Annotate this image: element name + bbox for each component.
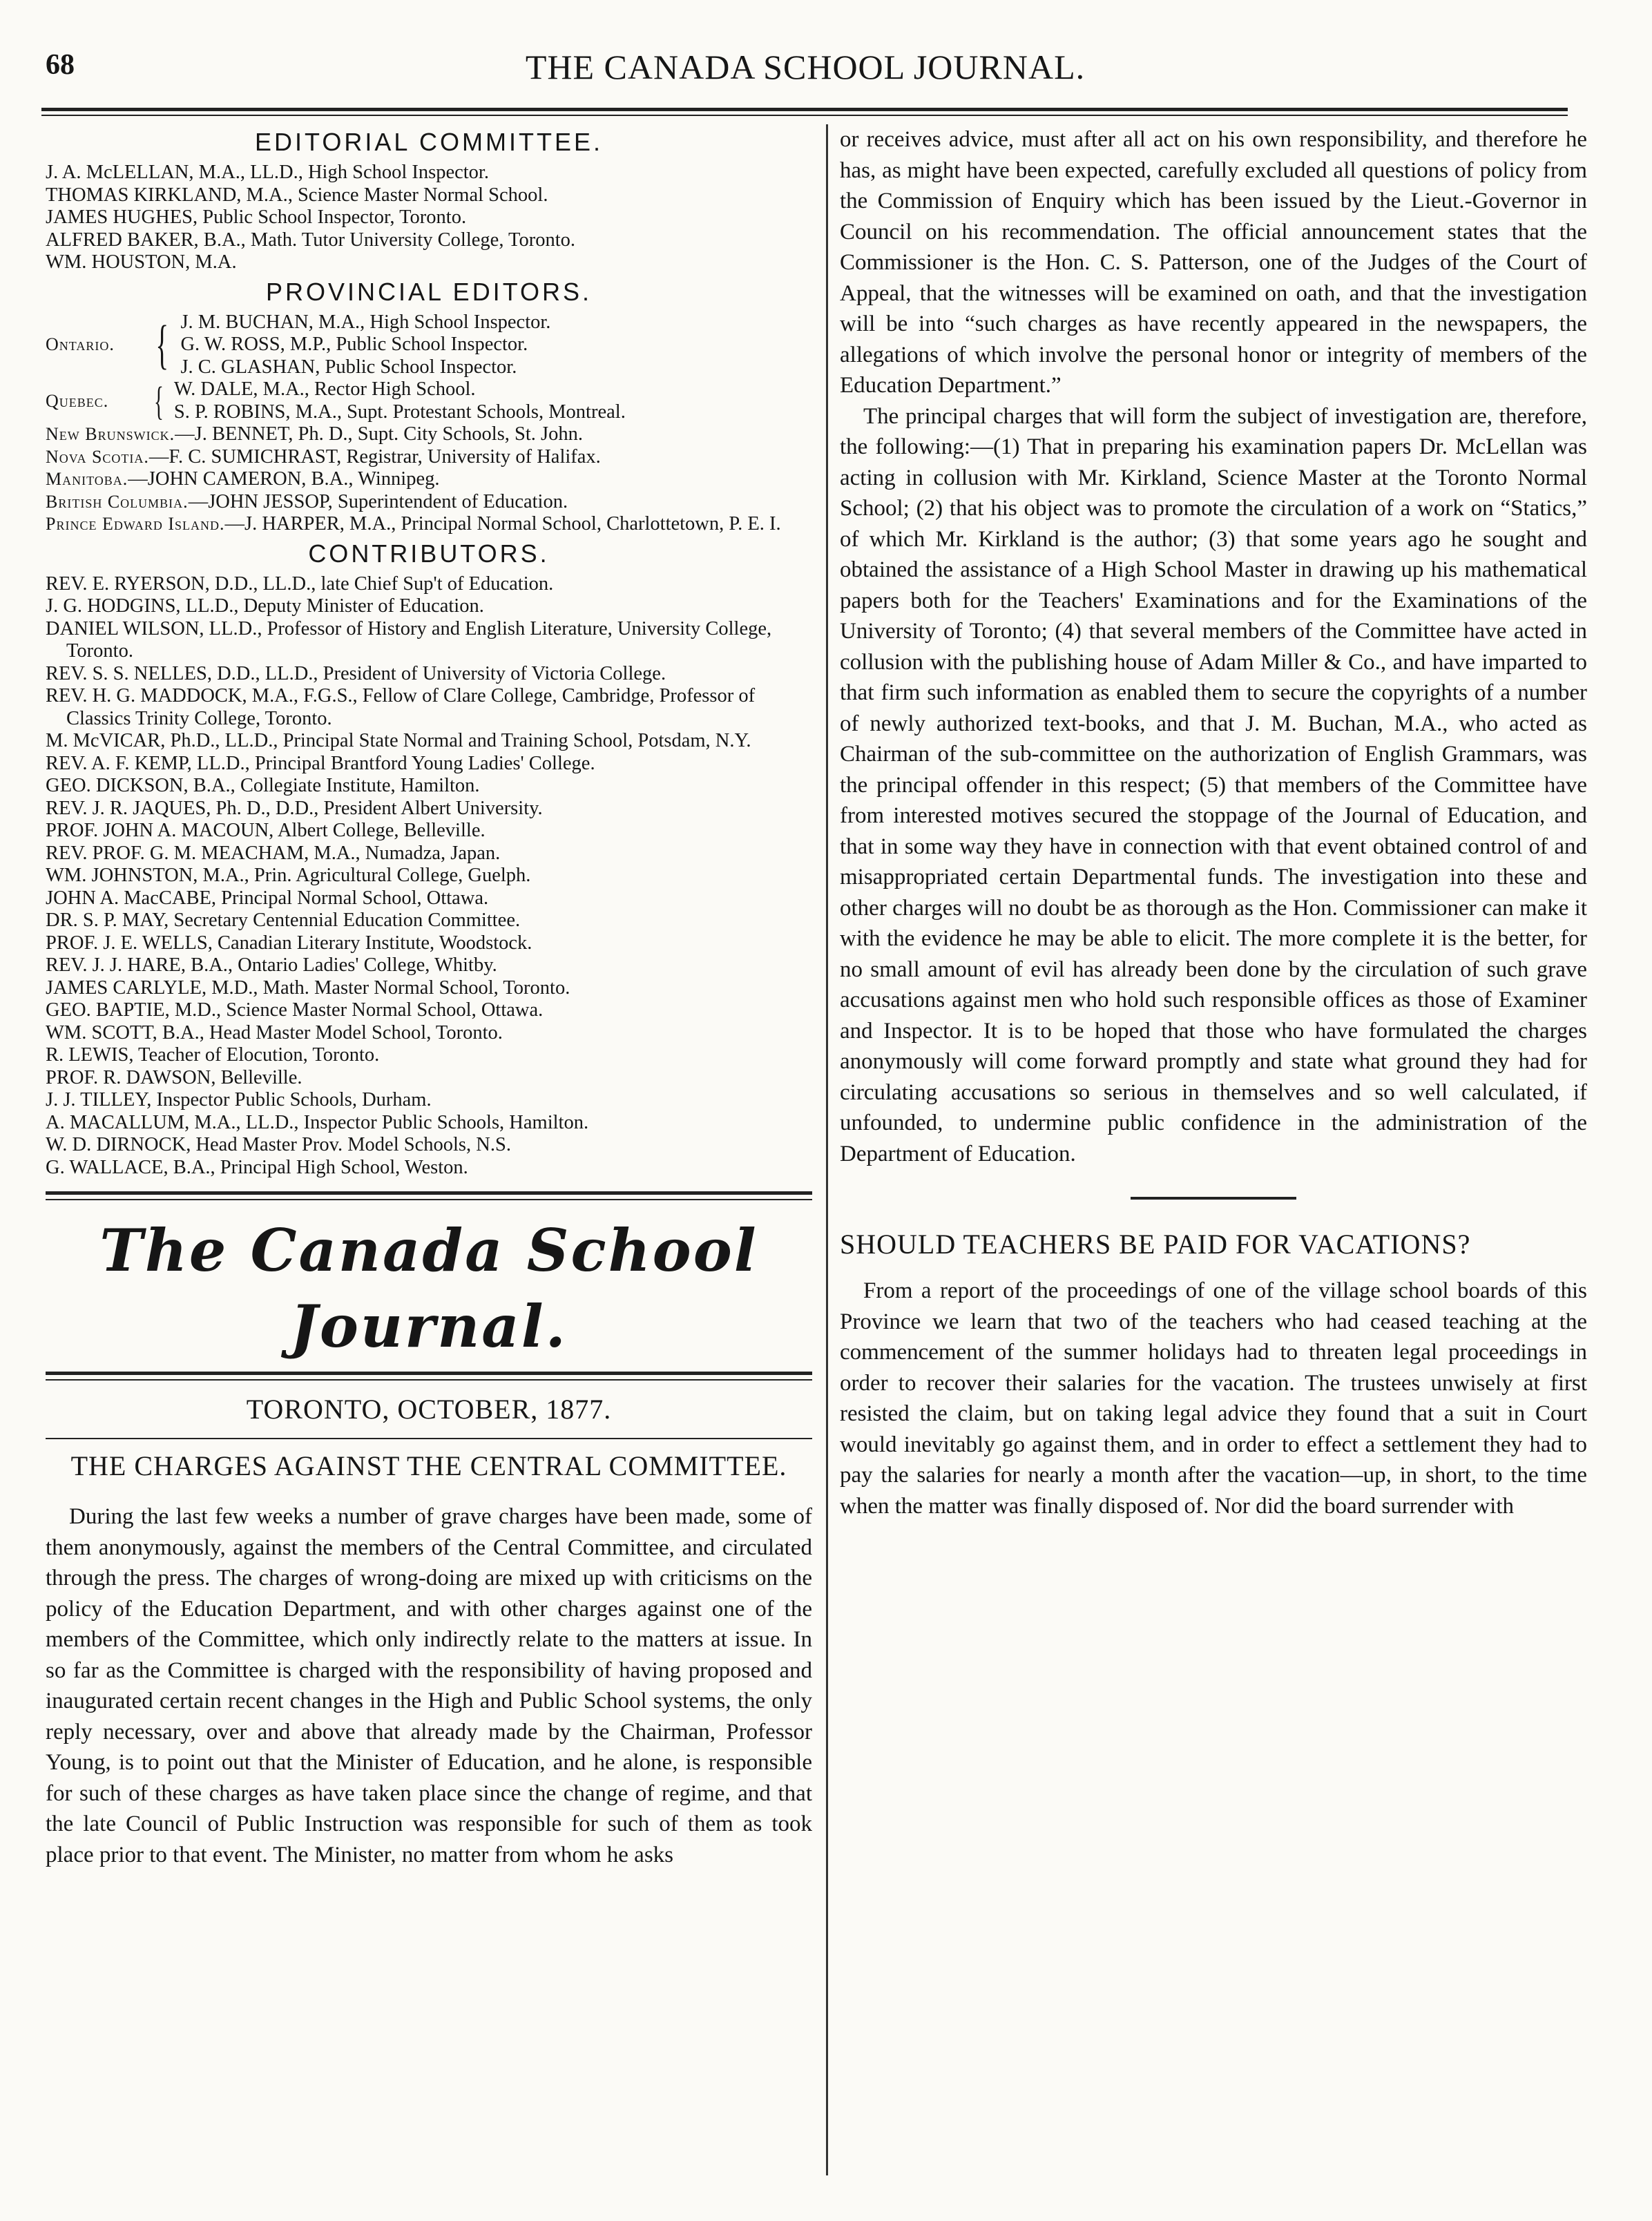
- editorial-committee-list: [46, 162, 812, 274]
- list-item: [46, 423, 812, 446]
- section-rule: [1131, 1197, 1296, 1200]
- masthead-title: The Canada School Journal.: [99, 1216, 758, 1361]
- list-item: S. P. ROBINS, M.A., Supt. Protestant Schools, Montreal.: [173, 401, 626, 423]
- article-paragraph: During the last few weeks a number of grave charges have been made, some of them anonymously, against the members of the Central Committee, and circulated through the press. The charges of wrong-doing are mixed up with criticisms on the policy of the Education Department, and with other charges against one of the members of the Committee, which only indirectly relate to the matters at issue. In so far as the Committee is charged with the responsibility of having proposed and inaugurated certain recent changes in the High and Public School systems, the only reply necessary, over and above that already made by the Chairman, Professor Young, is to point out that the Minister of Education, and he alone, is responsible for such of these charges as have taken place since the change of regime, and that the late Council of Public Instruction was responsible for such of them as took place prior to that event. The Minister, no matter from whom he asks: [46, 1504, 812, 1867]
- page-header: [46, 35, 1565, 104]
- other-provinces-list: [46, 423, 812, 536]
- list-item: WM. JOHNSTON, M.A., Prin. Agricultural College, Guelph.: [46, 865, 531, 886]
- list-item: GEO. DICKSON, B.A., Collegiate Institute, Hamilton.: [46, 775, 480, 796]
- province-name: Nova Scotia.: [46, 446, 149, 467]
- list-item: REV. J. R. JAQUES, Ph. D., D.D., President Albert University.: [46, 797, 543, 819]
- dateline: TORONTO, OCTOBER, 1877.: [246, 1394, 612, 1425]
- list-item: M. McVICAR, Ph.D., LL.D., Principal State Normal and Training School, Potsdam, N.Y.: [46, 730, 751, 751]
- list-item: JOHN A. MacCABE, Principal Normal School, Ottawa.: [46, 887, 489, 909]
- list-item: JAMES CARLYLE, M.D., Math. Master Normal School, Toronto.: [46, 977, 570, 999]
- rule: [46, 1438, 812, 1439]
- list-item: REV. E. RYERSON, D.D., LL.D., late Chief Sup't of Education.: [46, 573, 554, 595]
- province-editor: —JOHN CAMERON, B.A., Winnipeg.: [128, 468, 440, 490]
- list-item: W. D. DIRNOCK, Head Master Prov. Model Schools, N.S.: [46, 1134, 511, 1155]
- list-item: REV. J. J. HARE, B.A., Ontario Ladies' College, Whitby.: [46, 954, 497, 976]
- list-item: REV. H. G. MADDOCK, M.A., F.G.S., Fellow of Clare College, Cambridge, Professor of Classics Trinity College, Toronto.: [46, 685, 756, 729]
- list-item: J. M. BUCHAN, M.A., High School Inspector.: [180, 311, 551, 333]
- ontario-label: Ontario.: [46, 334, 115, 355]
- article-title: THE CHARGES AGAINST THE CENTRAL COMMITTEE.: [70, 1450, 787, 1481]
- list-item: G. W. ROSS, M.P., Public School Inspector.: [180, 334, 528, 355]
- list-item: REV. PROF. G. M. MEACHAM, M.A., Numadza, Japan.: [46, 842, 501, 864]
- column-divider: [826, 124, 828, 2175]
- province-name: Prince Edward Island.: [46, 514, 225, 534]
- province-name: British Columbia.: [46, 491, 189, 512]
- list-item: DR. S. P. MAY, Secretary Centennial Education Committee.: [46, 910, 521, 931]
- contributors-title: CONTRIBUTORS.: [308, 539, 550, 568]
- list-item: J. G. HODGINS, LL.D., Deputy Minister of Education.: [46, 595, 484, 617]
- province-name: Manitoba.: [46, 469, 128, 489]
- list-item: PROF. R. DAWSON, Belleville.: [46, 1066, 302, 1088]
- list-item: [46, 513, 812, 536]
- list-item: REV. A. F. KEMP, LL.D., Principal Brantford Young Ladies' College.: [46, 752, 595, 774]
- province-editor: —J. BENNET, Ph. D., Supt. City Schools, St. John.: [175, 423, 584, 445]
- double-rule: [46, 1372, 812, 1381]
- article-paragraph: From a report of the proceedings of one of the village school boards of this Province we learn that two of the teachers who had ceased teaching at the commencement of the summer holidays had to threaten legal proceedings in order to recover their salaries for the vacation. The trustees unwisely at first resisted the claim, but on taking legal advice they found that a suit in Court would inevitably go against them, and in order to effect a settlement they had to pay the salaries for nearly a month after the vacation—up, in short, to the time when the matter was finally disposed of. Nor did the board surrender with: [840, 1278, 1587, 1519]
- article-paragraph: The principal charges that will form the subject of investigation are, therefore, the following:—(1) That in preparing his examination papers Dr. McLellan was acting in collusion with Mr. Kirkland, Science Master at the Toronto Normal School; (2) that his object was to promote the circulation of a work on “Statics,” of which Mr. Kirkland is the author; (3) that some years ago he sought and obtained the assistance of a High School Master in drawing up his mathematical papers both for the Teachers' Examinations and for the Examinations of the University of Toronto; (4) that several members of the Committee have acted in collusion with the publishing house of Adam Miller & Co., and have imparted to that firm such information as enabled them to secure the copyrights of a number of newly authorized text-books, and that J. M. Buchan, M.A., who acted as Chairman of the sub-committee on the authorization of English Grammars, was the principal offender in this respect; (5) that members of the Committee have from interested motives secured the stoppage of the Journal of Education, and that in some way they have in connection with that event obtained control of and misappropriated certain Departmental funds. The investigation into these and other charges will no doubt be as thorough as the Hon. Commissioner can make it with the evidence he may be able to elicit. The more complete it is the better, for no small amount of evil has already been done by the circulation of such grave accusations against men who hold such responsible offices as those of Examiner and Inspector. It is to be hoped that those who have formulated the charges anonymously will come forward promptly and state what ground they had for circulating accusations so serious in themselves and so well calculated, if unfounded, to undermine public confidence in the administration of the Department of Education.: [840, 403, 1587, 1166]
- province-editor: —F. C. SUMICHRAST, Registrar, University of Halifax.: [148, 445, 601, 468]
- list-item: REV. S. S. NELLES, D.D., LL.D., President of University of Victoria College.: [46, 662, 666, 684]
- list-item: ALFRED BAKER, B.A., Math. Tutor University College, Toronto.: [46, 229, 576, 251]
- province-name: New Brunswick.: [46, 424, 175, 444]
- list-item: WM. SCOTT, B.A., Head Master Model School, Toronto.: [46, 1021, 503, 1044]
- article-title: SHOULD TEACHERS BE PAID FOR VACATIONS?: [840, 1229, 1471, 1260]
- left-column: [46, 124, 812, 1870]
- provincial-editors-title: PROVINCIAL EDITORS.: [265, 277, 593, 306]
- list-item: A. MACALLUM, M.A., LL.D., Inspector Public Schools, Hamilton.: [46, 1111, 589, 1133]
- list-item: PROF. J. E. WELLS, Canadian Literary Institute, Woodstock.: [46, 932, 532, 954]
- brace-icon: {: [153, 378, 164, 423]
- list-item: WM. HOUSTON, M.A.: [46, 251, 237, 273]
- editorial-committee-title: EDITORIAL COMMITTEE.: [254, 128, 604, 156]
- right-column: [840, 124, 1587, 1521]
- province-editor: —JOHN JESSOP, Superintendent of Education.: [188, 490, 568, 512]
- list-item: W. DALE, M.A., Rector High School.: [173, 378, 476, 400]
- contributors-list: [46, 573, 812, 1180]
- list-item: THOMAS KIRKLAND, M.A., Science Master Normal School.: [46, 184, 548, 206]
- header-rule-thin: [41, 115, 1568, 116]
- brace-icon: {: [155, 314, 169, 375]
- header-rule: [41, 108, 1568, 111]
- running-title: THE CANADA SCHOOL JOURNAL.: [525, 48, 1086, 86]
- list-item: [46, 491, 812, 514]
- list-item: DANIEL WILSON, LL.D., Professor of History and English Literature, University College, Toronto.: [46, 617, 772, 662]
- province-editor: —J. HARPER, M.A., Principal Normal School, Charlottetown, P. E. I.: [224, 513, 781, 535]
- double-rule: [46, 1191, 812, 1200]
- list-item: [46, 446, 812, 469]
- article-paragraph: or receives advice, must after all act on his own responsibility, and therefore he has, as might have been expected, carefully excluded all questions of policy from the Commission of Enquiry which has been issued by the Lieut.-Governor in Council on his recommendation. The official announcement states that the Commissioner is the Hon. C. S. Patterson, one of the Judges of the Court of Appeal, that the witnesses will be examined on oath, and that the investigation will be into “such charges as have recently appeared in the newspapers, the allegations of which involve the personal honor or integrity of members of the Education Department.”: [840, 127, 1587, 398]
- ontario-group: [46, 311, 812, 379]
- list-item: J. C. GLASHAN, Public School Inspector.: [180, 356, 517, 378]
- list-item: GEO. BAPTIE, M.D., Science Master Normal School, Ottawa.: [46, 999, 544, 1021]
- quebec-group: [46, 378, 812, 423]
- list-item: R. LEWIS, Teacher of Elocution, Toronto.: [46, 1044, 380, 1066]
- page-number: 68: [46, 49, 75, 81]
- list-item: [46, 468, 812, 491]
- quebec-label: Quebec.: [46, 390, 109, 411]
- list-item: J. J. TILLEY, Inspector Public Schools, Durham.: [46, 1089, 432, 1110]
- list-item: J. A. McLELLAN, M.A., LL.D., High School Inspector.: [46, 162, 489, 183]
- list-item: G. WALLACE, B.A., Principal High School, Weston.: [46, 1156, 468, 1178]
- list-item: JAMES HUGHES, Public School Inspector, Toronto.: [46, 206, 467, 228]
- list-item: PROF. JOHN A. MACOUN, Albert College, Belleville.: [46, 820, 486, 841]
